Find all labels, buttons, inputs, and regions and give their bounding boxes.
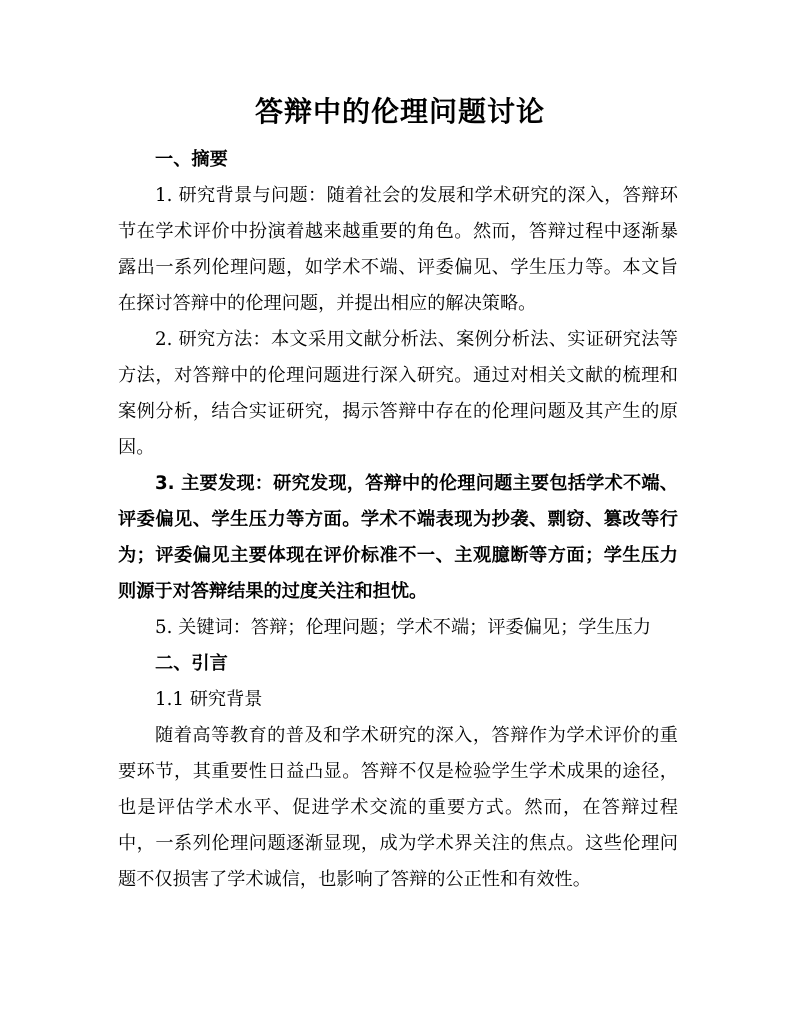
intro-heading: 二、引言: [155, 653, 228, 674]
abstract-heading: 一、摘要: [155, 149, 228, 170]
abstract-paragraph-2: 2. 研究方法：本文采用文献分析法、案例分析法、实证研究法等方法，对答辩中的伦理问题进行深入研究。通过对相关文献的梳理和案例分析，结合实证研究，揭示答辩中存在的伦理问题及其产生的原因。: [118, 329, 678, 458]
intro-subheading: 1.1 研究背景: [155, 689, 263, 710]
abstract-paragraph-3: 3. 主要发现：研究发现，答辩中的伦理问题主要包括学术不端、评委偏见、学生压力等方面。学术不端表现为抄袭、剽窃、篡改等行为；评委偏见主要体现在评价标准不一、主观臆断等方面；学生压力则源于对答辩结果的过度关注和担忧。: [118, 473, 678, 602]
abstract-paragraph-1: 1. 研究背景与问题：随着社会的发展和学术研究的深入，答辩环节在学术评价中扮演着越来越重要的角色。然而，答辩过程中逐渐暴露出一系列伦理问题，如学术不端、评委偏见、学生压力等。本文旨在探讨答辩中的伦理问题，并提出相应的解决策略。: [118, 185, 678, 314]
document-body: [118, 142, 678, 898]
abstract-paragraph-5: 5. 关键词：答辩；伦理问题；学术不端；评委偏见；学生压力: [155, 617, 652, 638]
intro-paragraph-1: 随着高等教育的普及和学术研究的深入，答辩作为学术评价的重要环节，其重要性日益凸显。答辩不仅是检验学生学术成果的途径，也是评估学术水平、促进学术交流的重要方式。然而，在答辩过程中，一系列伦理问题逐渐显现，成为学术界关注的焦点。这些伦理问题不仅损害了学术诚信，也影响了答辩的公正性和有效性。: [118, 725, 678, 890]
document-title: 答辩中的伦理问题讨论: [254, 95, 545, 128]
